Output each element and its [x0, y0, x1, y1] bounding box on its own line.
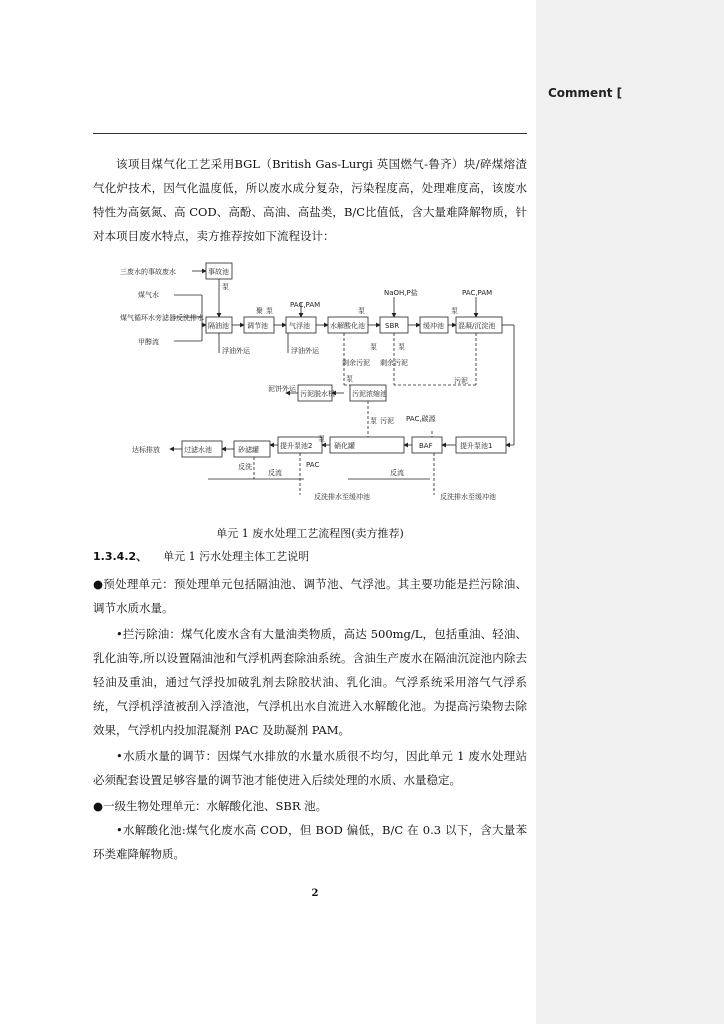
header-rule — [93, 133, 527, 134]
unit-label: 提升泵池1 — [460, 442, 493, 450]
edge-label: 剩余污泥 — [342, 359, 370, 367]
unit-label: 混凝/沉淀池 — [458, 322, 496, 330]
unit-label: 隔油池 — [208, 322, 229, 330]
edge-label: 泵 — [358, 307, 365, 315]
paragraph-oil-removal: •拦污除油：煤气化废水含有大量油类物质，高达 500mg/L，包括重油、轻油、乳化油等,所以设置隔油池和气浮机两套除油系统。含油生产废水在隔油沉淀池内除去轻油及重油，通过气浮投加破乳剂去除胶状油、乳化油。气浮系统采用溶气气浮系统，气浮机浮渣被刮入浮渣池，气浮机出水自流进入水解酸化池。为提高污染物去除效果，气浮机内投加混凝剂 PAC 及助凝剂 PAM。 — [93, 627, 527, 737]
dosing-label: PAC,PAM — [462, 289, 493, 297]
dosing-label: NaOH,P盐 — [384, 289, 418, 297]
edge-label: 泥饼外运 — [268, 385, 296, 393]
edge-label: 泵 — [451, 307, 458, 315]
comment-sidebar — [536, 0, 724, 1024]
edge-label: 反洗 — [238, 463, 252, 471]
section-number: 1.3.4.2、 — [93, 550, 148, 563]
unit-label: 水解酸化池 — [330, 322, 365, 330]
intro-paragraph: 该项目煤气化工艺采用BGL（British Gas-Lurgi 英国燃气-鲁齐）块/碎煤熔渣气化炉技术，因气化温度低，所以废水成分复杂，污染程度高，处理难度高，该废水特性为高氨氮、高 COD、高酚、高油、高盐类，B/C比值低，含大量难降解物质，针对本项目废水特点，卖方推荐按如下流程设计： — [93, 157, 527, 243]
edge-label: 泵 — [370, 417, 377, 425]
edge-label: 泵 — [346, 375, 353, 383]
input-accident-water: 三废水的事故废水 — [120, 268, 176, 276]
paragraph-hydrolysis: •水解酸化池:煤气化废水高 COD，但 BOD 偏低，B/C 在 0.3 以下，含大量苯环类难降解物质。 — [93, 823, 527, 861]
input-gas-water: 煤气水 — [138, 291, 159, 299]
unit-label: BAF — [419, 442, 433, 450]
edge-label: 反流 — [268, 469, 282, 477]
edge-label: 剩余污泥 — [380, 359, 408, 367]
output-label: 反洗排水至缓冲池 — [314, 493, 370, 501]
dosing-label: 聚 — [256, 307, 263, 315]
paragraph-pretreatment: ●预处理单元：预处理单元包括隔油池、调节池、气浮池。其主要功能是拦污除油、调节水质水量。 — [93, 577, 527, 615]
edge-label: 反流 — [390, 469, 404, 477]
unit-label: 过滤水池 — [184, 446, 212, 454]
section-heading — [93, 548, 527, 564]
output-label: 反洗排水至缓冲池 — [440, 493, 496, 501]
figure-caption: 单元 1 废水处理工艺流程图(卖方推荐) — [216, 527, 404, 540]
input-backwash: 煤气循环水旁滤器反洗排水 — [120, 314, 204, 322]
unit-label: 调节池 — [247, 322, 268, 330]
unit-label: 事故池 — [208, 268, 229, 276]
section-title: 单元 1 污水处理主体工艺说明 — [163, 550, 310, 563]
input-methanol: 甲醇流 — [138, 338, 159, 346]
edge-label: 泵 — [318, 435, 325, 443]
edge-label: 污泥 — [380, 417, 394, 425]
output-label: 达标排放 — [132, 446, 160, 454]
dosing-label: PAC,碳源 — [406, 415, 436, 423]
process-flow-diagram — [118, 255, 528, 517]
unit-label: 硝化罐 — [334, 442, 355, 450]
dosing-label: PAC — [306, 461, 320, 469]
edge-label: 浮油外运 — [222, 347, 250, 355]
unit-label: 提升泵池2 — [280, 442, 313, 450]
edge-label: 泵 — [266, 307, 273, 315]
unit-label: SBR — [385, 322, 400, 330]
unit-label: 缓冲池 — [423, 322, 444, 330]
edge-label: 泵 — [370, 343, 377, 351]
unit-label: 污泥脱水机 — [300, 390, 335, 398]
unit-label: 砂滤罐 — [238, 446, 259, 454]
unit-label: 气浮池 — [289, 322, 310, 330]
edge-label: 污泥 — [454, 377, 468, 385]
edge-label: 泵 — [398, 343, 405, 351]
comment-label: Comment [ — [548, 86, 623, 100]
unit-label: 污泥浓缩池 — [352, 390, 387, 398]
paragraph-equalization: •水质水量的调节：因煤气水排放的水量水质很不均匀，因此单元 1 废水处理站必须配套设置足够容量的调节池才能使进入后续处理的水质、水量稳定。 — [93, 749, 527, 787]
page-number: 2 — [311, 888, 319, 899]
edge-label: 泵 — [222, 283, 229, 291]
paragraph-bio-unit: ●一级生物处理单元：水解酸化池、SBR 池。 — [93, 799, 328, 813]
edge-label: 浮油外运 — [291, 347, 319, 355]
dosing-label: PAC,PAM — [290, 301, 321, 309]
